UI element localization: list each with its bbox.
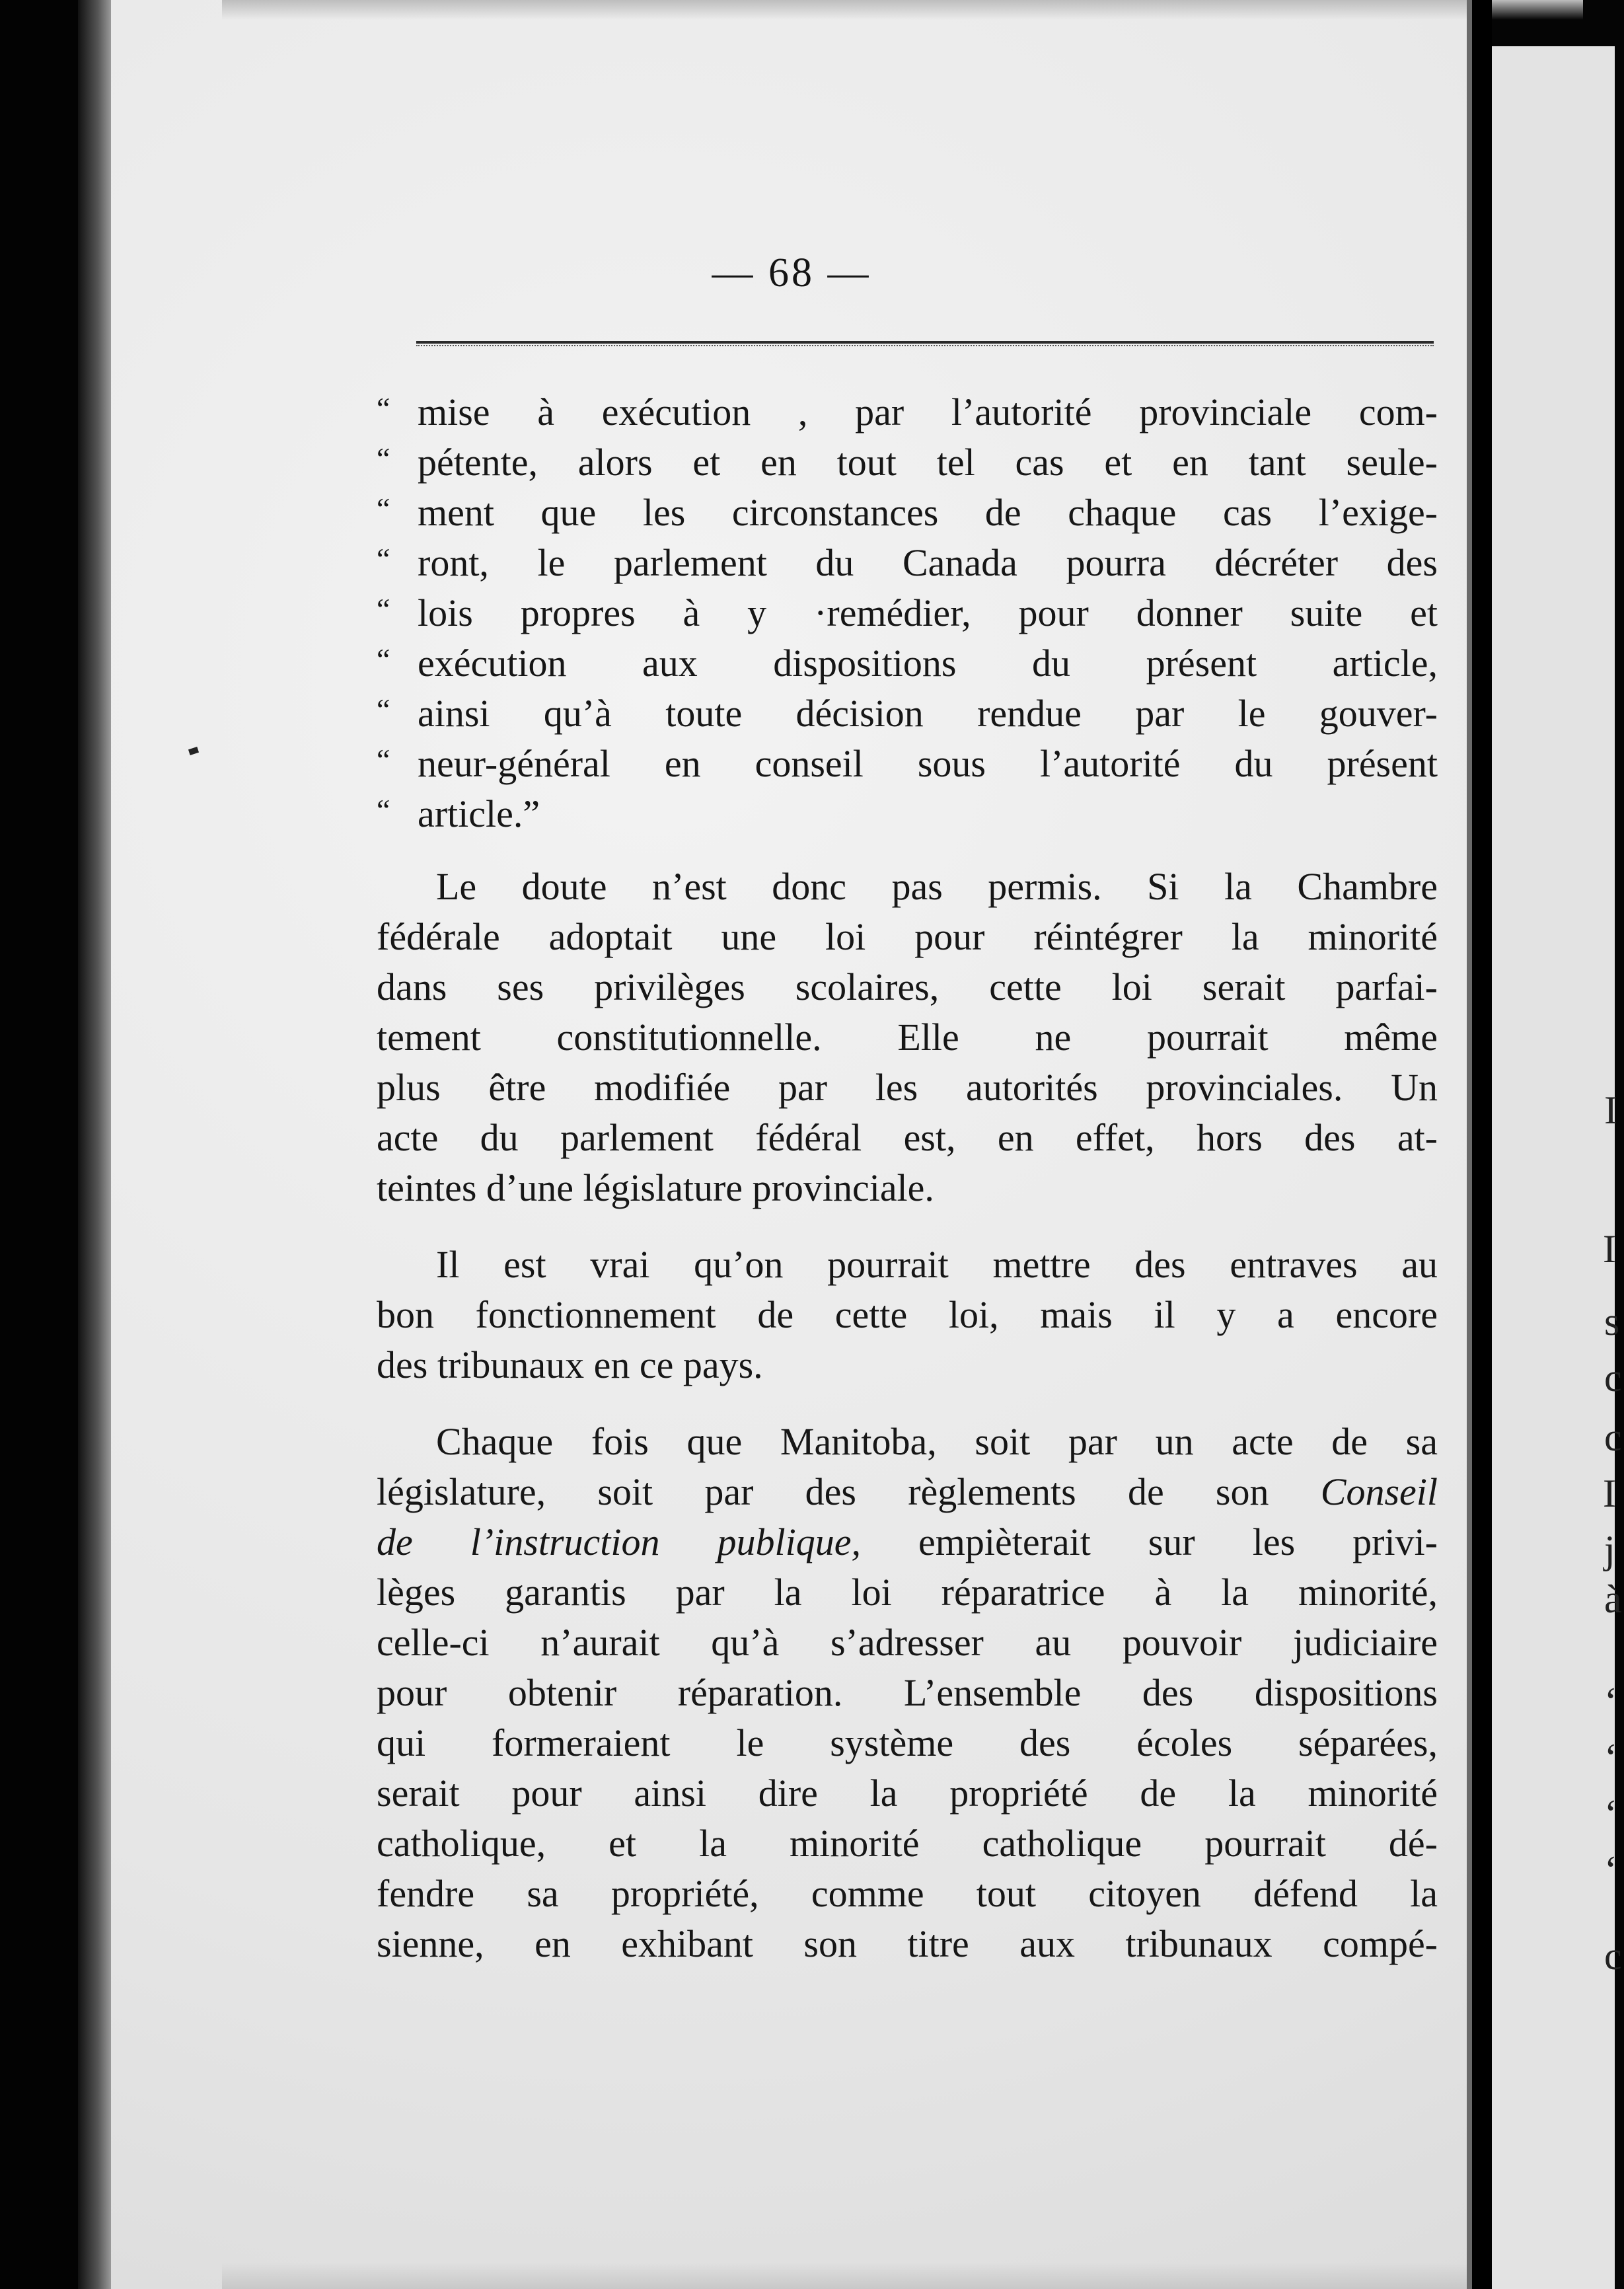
- paragraph-2-line: Il est vrai qu’on pourrait mettre des entraves au: [436, 1243, 1438, 1286]
- adjacent-glyph: c: [1604, 1934, 1622, 1978]
- quote-line-8: “ neur-général en conseil sous l’autorité du présent: [377, 735, 1438, 785]
- paragraph-1-line: dans ses privilèges scolaires, cette loi serait parfai-: [377, 965, 1438, 1008]
- paragraph-1-line: plus être modifiée par les autorités provinciales. Un: [377, 1066, 1438, 1109]
- quote-line-3: “ ment que les circonstances de chaque cas l’exige-: [377, 484, 1438, 534]
- paragraph-1-line: acte du parlement fédéral est, en effet, hors des at-: [377, 1116, 1438, 1159]
- quote-line-2: “ pétente, alors et en tout tel cas et en tant seule-: [377, 433, 1438, 484]
- adjacent-glyph: I: [1604, 1088, 1617, 1132]
- adjacent-glyph: à: [1604, 1577, 1622, 1621]
- paragraph-3-line: lèges garantis par la loi réparatrice à la minorité,: [377, 1571, 1438, 1614]
- quote-mark: “: [377, 391, 390, 425]
- paragraph-3-line: qui formeraient le système des écoles séparées,: [377, 1721, 1438, 1764]
- paragraph-3-line: pour obtenir réparation. L’ensemble des dispositions: [377, 1671, 1438, 1714]
- paragraph-3-line: de l’instruction publique, empièterait sur les privi-: [377, 1520, 1438, 1563]
- paragraph-3-line: celle-ci n’aurait qu’à s’adresser au pouvoir judiciaire: [377, 1621, 1438, 1664]
- adjacent-glyph: j: [1604, 1528, 1615, 1571]
- adjacent-glyph: I: [1603, 1472, 1616, 1515]
- header-rule: [416, 341, 1434, 344]
- quote-mark: “: [377, 542, 390, 576]
- paragraph-3-line: fendre sa propriété, comme tout citoyen défend la: [377, 1872, 1438, 1915]
- quote-mark: “: [377, 793, 390, 827]
- adjacent-glyph: s: [1604, 1300, 1620, 1343]
- paragraph-3-line: Chaque fois que Manitoba, soit par un acte de sa: [436, 1420, 1438, 1463]
- quote-mark: “: [377, 441, 390, 475]
- adjacent-glyph: ‘: [1604, 1680, 1617, 1723]
- page-top-shadow: [222, 0, 1583, 20]
- paragraph-2-line: des tribunaux en ce pays.: [377, 1343, 763, 1386]
- gutter-edge: [1467, 0, 1472, 2289]
- quote-line-5: “ lois propres à y ·remédier, pour donner suite et: [377, 584, 1438, 634]
- adjacent-glyph: ‘: [1604, 1792, 1617, 1836]
- quote-line-4: “ ront, le parlement du Canada pourra décréter des: [377, 534, 1438, 584]
- page-number: — 68 —: [712, 250, 871, 295]
- italic-title-part-2: de l’instruction publique,: [377, 1520, 861, 1563]
- page-bottom-shadow: [222, 2263, 1583, 2289]
- paragraph-1-line: fédérale adoptait une loi pour réintégrer la minorité: [377, 915, 1438, 958]
- adjacent-glyph: c: [1604, 1415, 1622, 1459]
- quote-line-6: “ exécution aux dispositions du présent article,: [377, 634, 1438, 685]
- adjacent-glyph: ‘: [1604, 1848, 1617, 1892]
- quote-mark: “: [377, 743, 390, 776]
- italic-title-part-1: Conseil: [1320, 1470, 1438, 1513]
- quote-line-9: “ article.”: [377, 785, 1438, 835]
- book-page: [111, 0, 1472, 2289]
- paragraph-1-line: tement constitutionnelle. Elle ne pourrait même: [377, 1016, 1438, 1059]
- paragraph-2-line: bon fonctionnement de cette loi, mais il y a encore: [377, 1293, 1438, 1336]
- paragraph-1-line: Le doute n’est donc pas permis. Si la Chambre: [436, 865, 1438, 908]
- quote-line-1: “ mise à exécution , par l’autorité provinciale com-: [377, 383, 1438, 433]
- quote-mark: “: [377, 592, 390, 626]
- paragraph-1-line: teintes d’une législature provinciale.: [377, 1166, 934, 1209]
- paragraph-3-line: catholique, et la minorité catholique pourrait dé-: [377, 1822, 1438, 1865]
- paragraph-3-line: sienne, en exhibant son titre aux tribunaux compé-: [377, 1922, 1438, 1965]
- page-gutter: [1472, 0, 1492, 2289]
- paragraph-3-line: législature, soit par des règlements de son Conseil: [377, 1470, 1438, 1513]
- adjacent-glyph: c: [1604, 1356, 1622, 1400]
- paragraph-3-line: serait pour ainsi dire la propriété de la minorité: [377, 1772, 1438, 1815]
- quote-mark: “: [377, 693, 390, 726]
- adjacent-page-edge: [1492, 46, 1622, 2289]
- quote-mark: “: [377, 492, 390, 525]
- quote-line-7: “ ainsi qu’à toute décision rendue par le gouver-: [377, 685, 1438, 735]
- spine-shadow: [78, 0, 111, 2289]
- adjacent-glyph: ‘: [1604, 1736, 1617, 1780]
- adjacent-glyph: I: [1603, 1227, 1616, 1271]
- quote-mark: “: [377, 642, 390, 676]
- page-text: [377, 383, 1438, 1969]
